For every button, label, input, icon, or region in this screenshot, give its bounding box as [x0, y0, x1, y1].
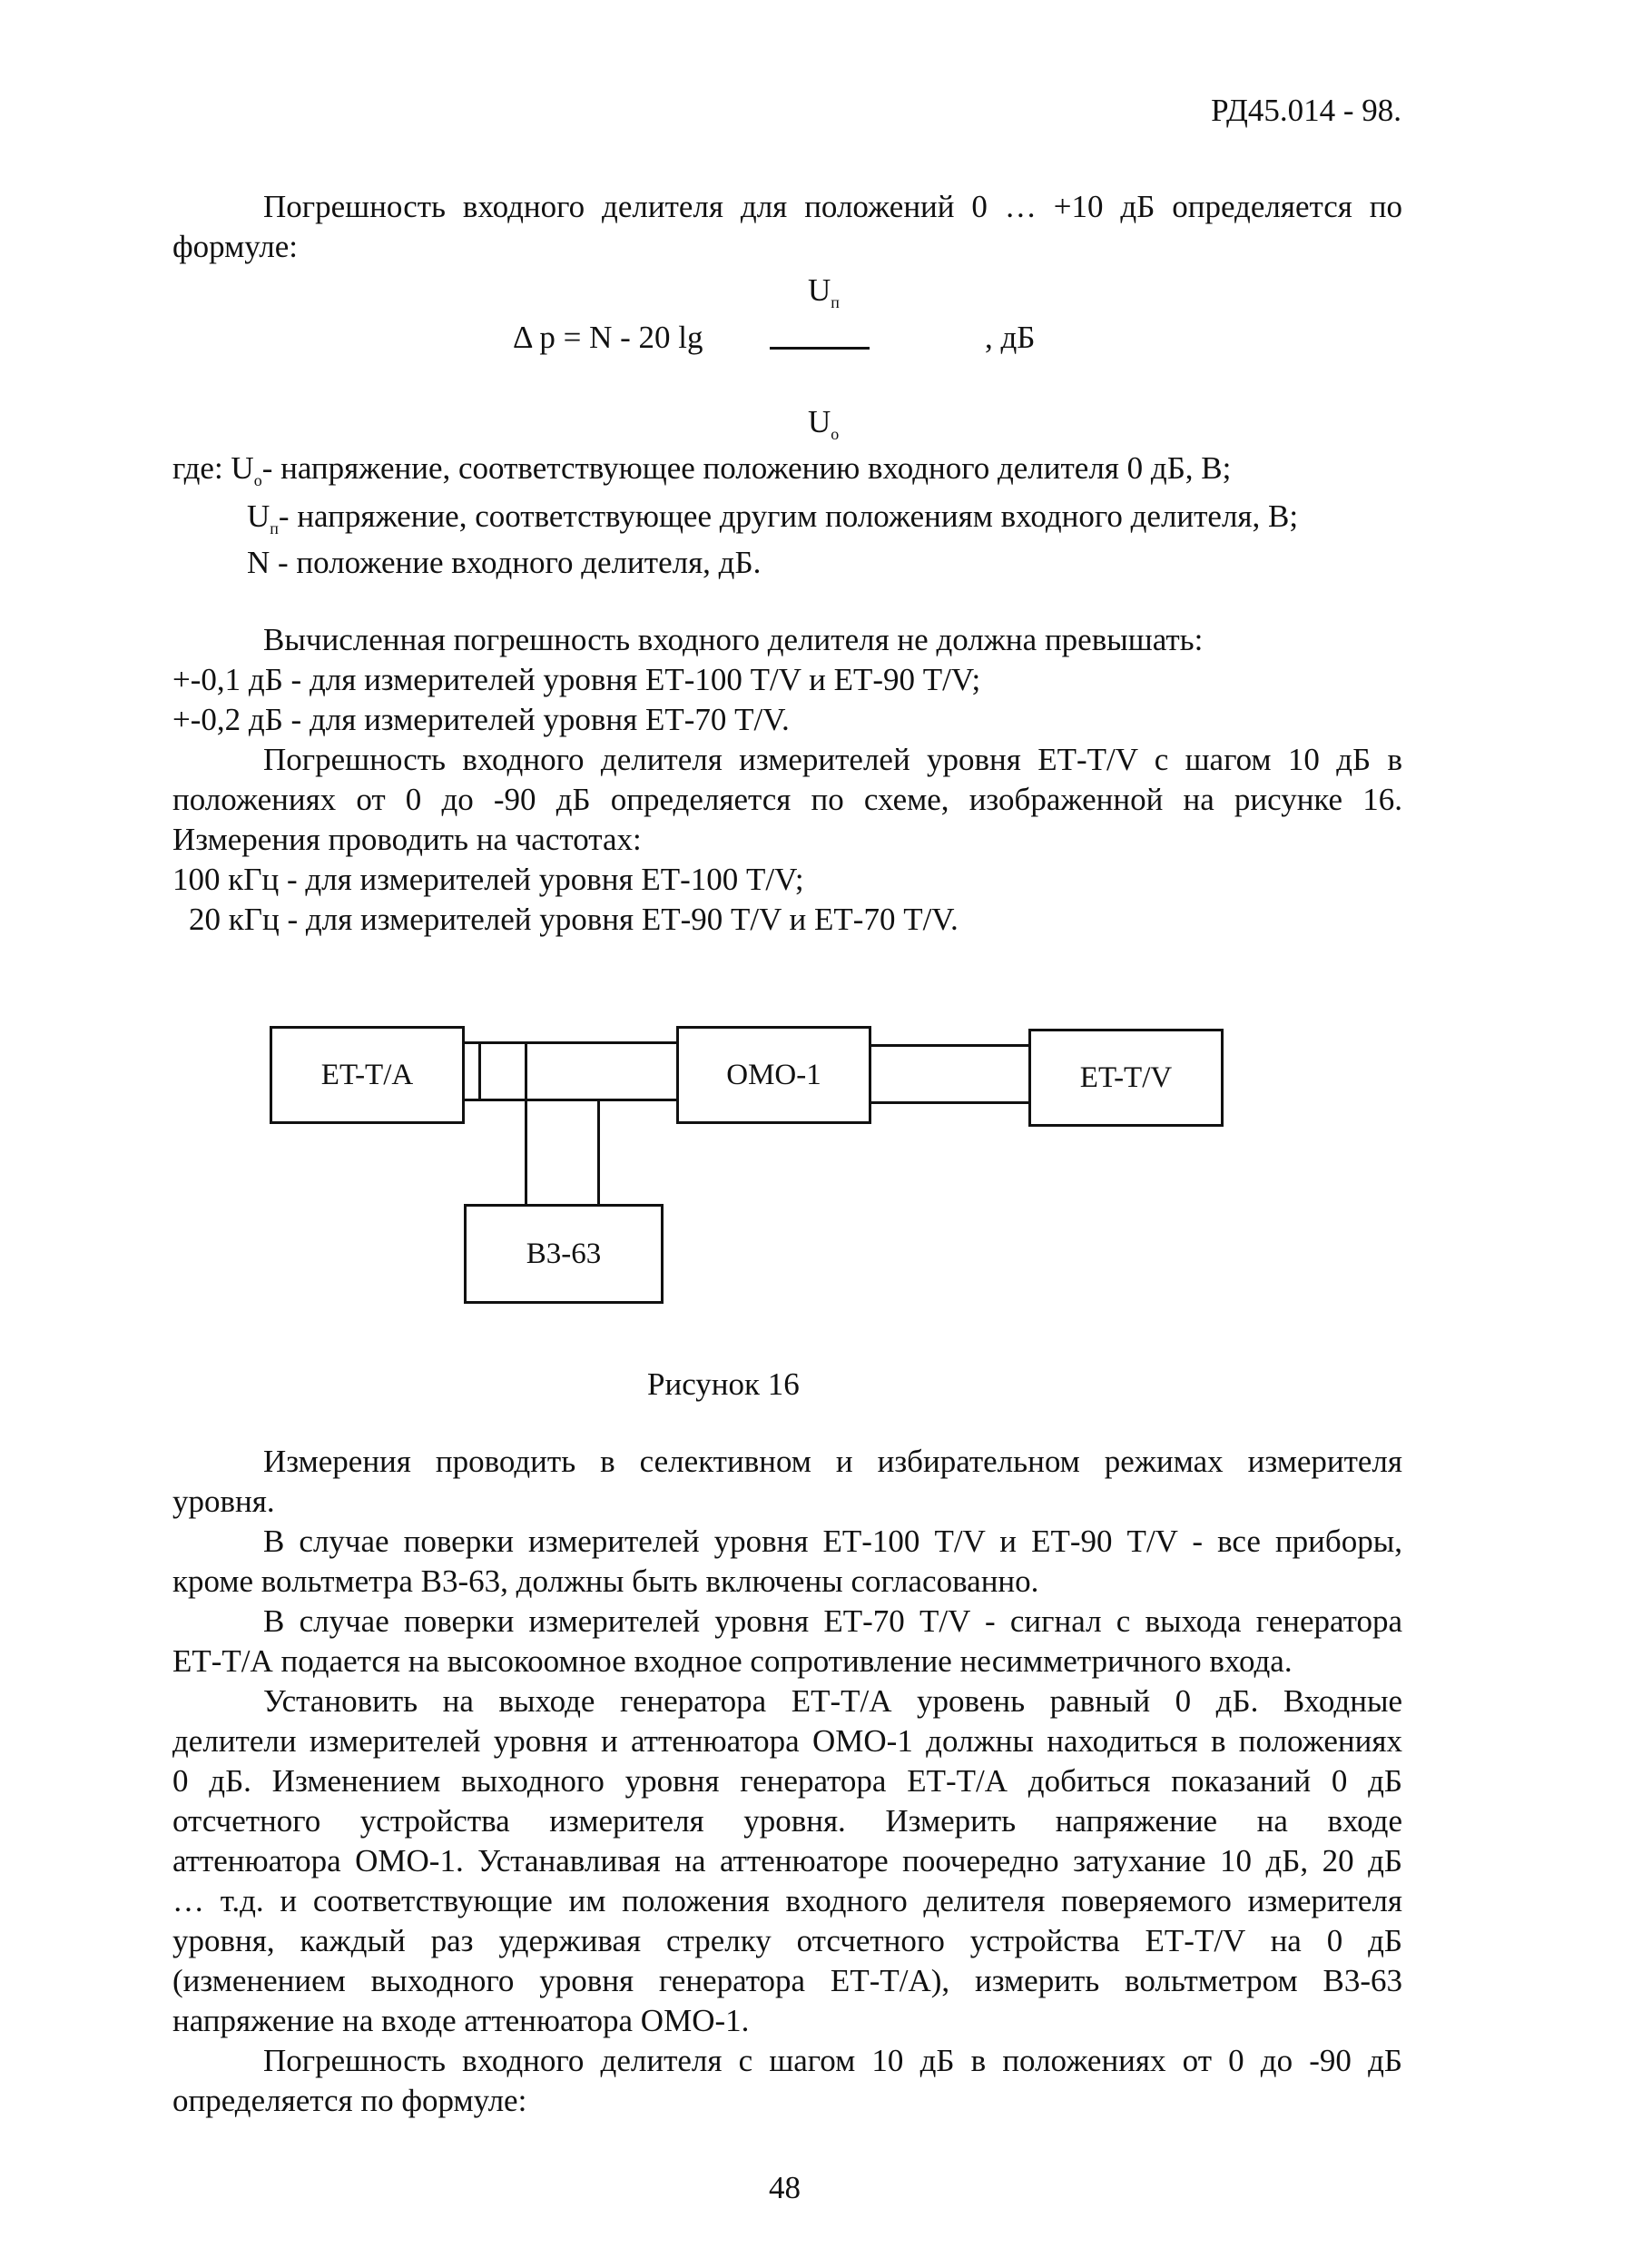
para7-line5: аттенюатора ОМО-1. Устанавливая на аттенюаторе поочередно затухание 10 дБ, 20 дБ	[172, 1843, 1402, 1878]
box-level-meter-et-t-v: ET-T/V	[1028, 1029, 1224, 1127]
connector-gen-att-top	[465, 1041, 676, 1044]
connector-volt-right	[597, 1099, 600, 1204]
formula1-denominator: $U_о$	[808, 404, 840, 443]
para3-line4: 100 кГц - для измерителей уровня ЕТ-100 T/V;	[172, 862, 804, 897]
fraction-bar	[770, 347, 870, 350]
para7-line2: делители измерителей уровня и аттенюатора ОМО-1 должны находиться в положениях	[172, 1723, 1402, 1759]
connector-gen-end	[478, 1041, 481, 1099]
para7-line3: 0 дБ. Изменением выходного уровня генератора ЕТ-Т/А добиться показаний 0 дБ	[172, 1763, 1402, 1799]
connector-att-meter-top	[871, 1044, 1028, 1047]
where-line2: $U_п-$ напряжение, соответствующее другим положениям входного делителя, В;	[247, 498, 1299, 537]
para2-line2: +-0,1 дБ - для измерителей уровня ЕТ-100 T/V и ЕТ-90 T/V;	[172, 662, 981, 697]
para8-line2: определяется по формуле:	[172, 2083, 527, 2118]
para2-line1: Вычисленная погрешность входного делителя не должна превышать:	[263, 622, 1204, 657]
document-code: РД45.014 - 98.	[1211, 93, 1401, 128]
page-number: 48	[769, 2170, 801, 2205]
where-line3: N - положение входного делителя, дБ.	[247, 545, 762, 580]
para5-line1: В случае поверки измерителей уровня ЕТ-100 T/V и ЕТ-90 T/V - все приборы,	[263, 1524, 1402, 1559]
para6-line1: В случае поверки измерителей уровня ЕТ-70 T/V - сигнал с выхода генератора	[263, 1603, 1402, 1639]
where-line1: где: $U_о-$ напряжение, соответствующее положению входного делителя 0 дБ, В;	[172, 450, 1232, 489]
para1-line1: Погрешность входного делителя для положений 0 … +10 дБ определяется по	[263, 189, 1402, 224]
para7-line4: отсчетного устройства измерителя уровня. Измерить напряжение на входе	[172, 1803, 1402, 1839]
para4-line2: уровня.	[172, 1484, 275, 1519]
para5-line2: кроме вольтметра В3-63, должны быть включены согласованно.	[172, 1563, 1039, 1599]
para7-line7: уровня, каждый раз удерживая стрелку отсчетного устройства ЕТ-T/V на 0 дБ	[172, 1923, 1402, 1958]
formula1-lhs: Δ p = N - 20 lg	[513, 320, 703, 355]
para3-line5: 20 кГц - для измерителей уровня ЕТ-90 T/V и ЕТ-70 T/V.	[189, 902, 959, 937]
formula1-unit: , дБ	[985, 320, 1036, 355]
para7-line9: напряжение на входе аттенюатора ОМО-1.	[172, 2003, 750, 2038]
para6-line2: ЕТ-Т/А подается на высокоомное входное сопротивление несимметричного входа.	[172, 1643, 1293, 1679]
box-generator-et-t-a: ET-T/A	[270, 1026, 465, 1124]
connector-gen-att-bottom	[465, 1099, 676, 1101]
box-attenuator-omo-1: OMO-1	[676, 1026, 871, 1124]
para3-line3: Измерения проводить на частотах:	[172, 822, 642, 857]
para8-line1: Погрешность входного делителя с шагом 10 дБ в положениях от 0 до -90 дБ	[263, 2043, 1402, 2078]
para2-line3: +-0,2 дБ - для измерителей уровня ЕТ-70 T/V.	[172, 702, 790, 737]
para7-line1: Установить на выходе генератора ЕТ-Т/А уровень равный 0 дБ. Входные	[263, 1683, 1402, 1719]
connector-volt-left	[525, 1041, 527, 1204]
figure-caption: Рисунок 16	[647, 1366, 800, 1402]
para3-line2: положениях от 0 до -90 дБ определяется по схеме, изображенной на рисунке 16.	[172, 782, 1402, 817]
para1-line2: формуле:	[172, 229, 298, 264]
para4-line1: Измерения проводить в селективном и избирательном режимах измерителя	[263, 1444, 1402, 1479]
para3-line1: Погрешность входного делителя измерителей уровня ЕТ-T/V с шагом 10 дБ в	[263, 742, 1402, 777]
para7-line6: … т.д. и соответствующие им положения входного делителя поверяемого измерителя	[172, 1883, 1402, 1918]
connector-att-meter-bottom	[871, 1101, 1028, 1104]
para7-line8: (изменением выходного уровня генератора ЕТ-Т/А), измерить вольтметром В3-63	[172, 1963, 1402, 1998]
box-voltmeter-b3-63: B3-63	[464, 1204, 664, 1304]
formula1-numerator: $U_п$	[808, 272, 840, 311]
